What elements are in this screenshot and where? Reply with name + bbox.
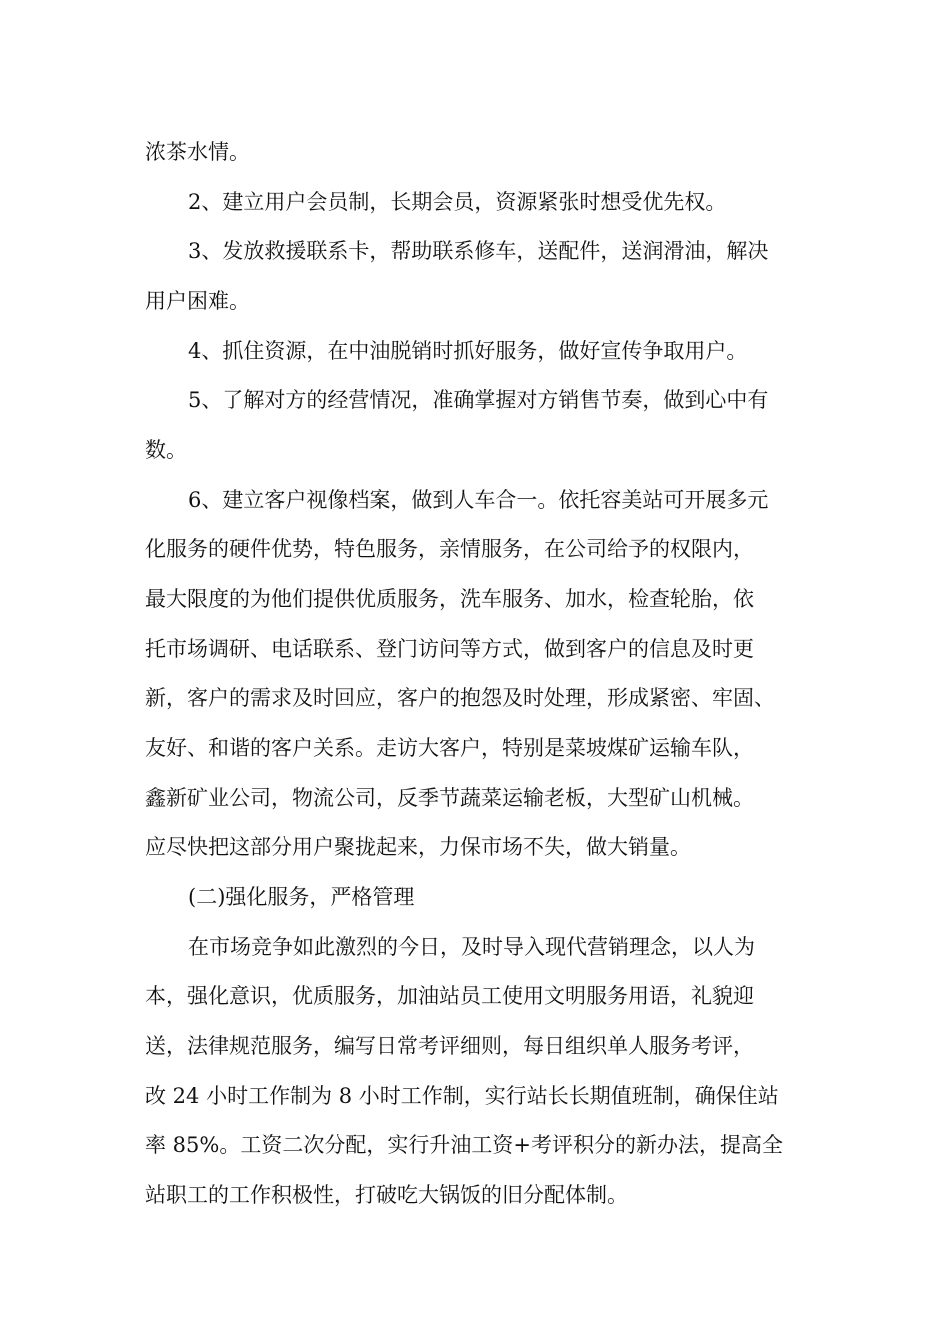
text-line: 数。 <box>145 438 187 462</box>
text-line: 本，强化意识，优质服务，加油站员工使用文明服务用语，礼貌迎 <box>145 984 754 1008</box>
list-item-4: 4、抓住资源，在中油脱销时抓好服务，做好宣传争取用户。 <box>188 339 748 363</box>
text-line: 新，客户的需求及时回应，客户的抱怨及时处理，形成紧密、牢固、 <box>145 686 775 710</box>
text-line: 送，法律规范服务，编写日常考评细则，每日组织单人服务考评， <box>145 1034 754 1058</box>
list-item-3: 3、发放救援联系卡，帮助联系修车，送配件，送润滑油，解决 <box>188 239 769 263</box>
text-line: 站职工的工作积极性，打破吃大锅饭的旧分配体制。 <box>145 1183 628 1207</box>
text-line: 率 85%。工资二次分配，实行升油工资+考评积分的新办法，提高全 <box>145 1133 783 1157</box>
section-heading: (二)强化服务，严格管理 <box>188 885 415 909</box>
list-item-6: 6、建立客户视像档案，做到人车合一。依托容美站可开展多元 <box>188 488 769 512</box>
text-line: 应尽快把这部分用户聚拢起来，力保市场不失，做大销量。 <box>145 835 691 859</box>
list-item-2: 2、建立用户会员制，长期会员，资源紧张时想受优先权。 <box>188 190 727 214</box>
text-line: 改 24 小时工作制为 8 小时工作制，实行站长长期值班制，确保住站 <box>145 1084 779 1108</box>
text-line: 化服务的硬件优势，特色服务，亲情服务，在公司给予的权限内， <box>145 537 754 561</box>
text-line: 托市场调研、电话联系、登门访问等方式，做到客户的信息及时更 <box>145 637 754 661</box>
text-line: 鑫新矿业公司，物流公司，反季节蔬菜运输老板，大型矿山机械。 <box>145 786 754 810</box>
text-line: 在市场竞争如此激烈的今日，及时导入现代营销理念，以人为 <box>188 935 755 959</box>
text-line: 最大限度的为他们提供优质服务，洗车服务、加水，检查轮胎，依 <box>145 587 754 611</box>
text-line: 用户困难。 <box>145 289 250 313</box>
text-line: 友好、和谐的客户关系。走访大客户，特别是菜坡煤矿运输车队， <box>145 736 754 760</box>
text-line: 浓茶水情。 <box>145 140 250 164</box>
list-item-5: 5、了解对方的经营情况，准确掌握对方销售节奏，做到心中有 <box>188 388 769 412</box>
